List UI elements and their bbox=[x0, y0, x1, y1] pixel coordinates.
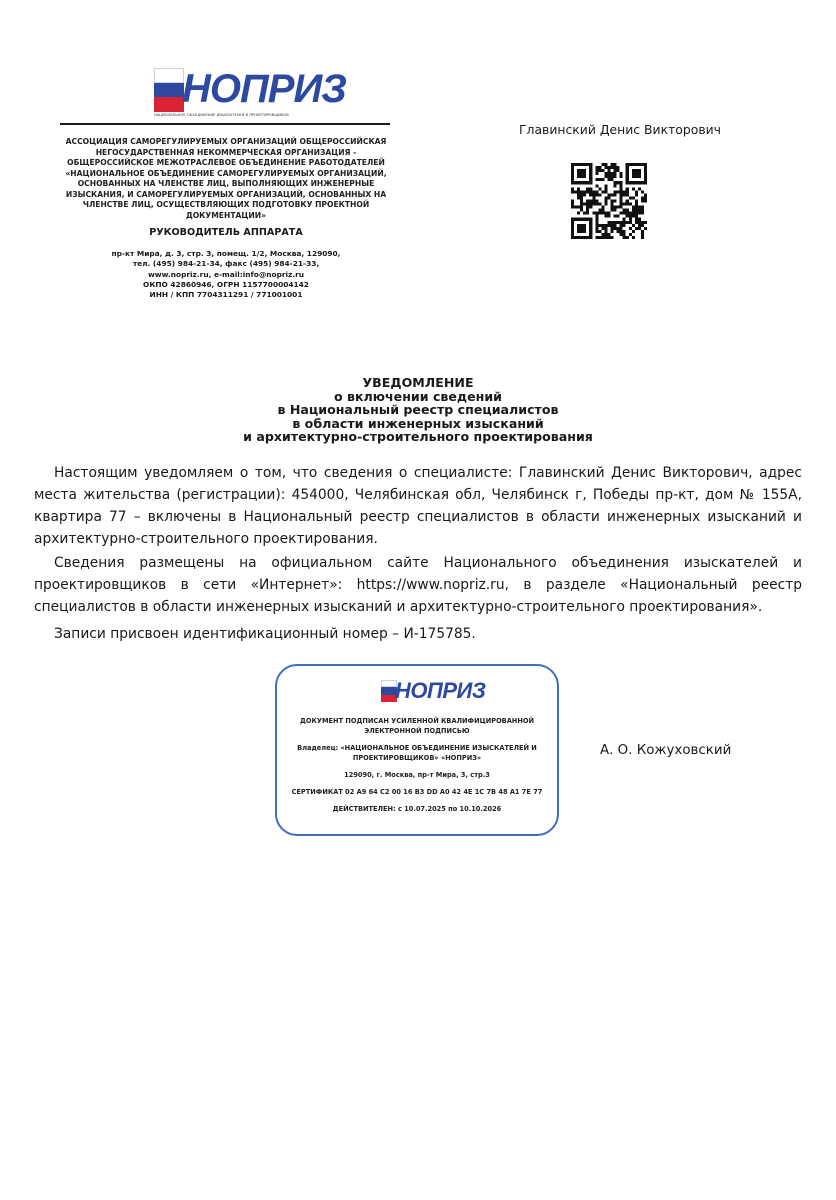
title-line: УВЕДОМЛЕНИЕ bbox=[362, 375, 474, 390]
qr-code-icon bbox=[571, 163, 647, 239]
head-role: РУКОВОДИТЕЛЬ АППАРАТА bbox=[149, 227, 303, 238]
certificate-number: СЕРТИФИКАТ 02 A9 64 C2 00 16 B3 DD A0 42 4E 1C 7B 48 A1 7E 77 bbox=[291, 788, 543, 796]
letterhead-divider bbox=[60, 123, 390, 125]
title-line: о включении сведений bbox=[334, 388, 502, 404]
electronic-signature-stamp bbox=[275, 664, 559, 836]
logo-text: НОПРИЗ bbox=[182, 67, 346, 111]
logo-subtitle: НАЦИОНАЛЬНОЕ ОБЪЕДИНЕНИЕ ИЗЫСКАТЕЛЕЙ И ПРОЕКТИРОВЩИКОВ bbox=[154, 113, 289, 117]
body-paragraph-1: Настоящим уведомляем о том, что сведения о специалисте: Главинский Денис Викторович, адрес места жительства (регистрации): 454000, Челябинская обл, Челябинск г, Победы пр-кт, дом № 155А, квартира 77 – включены в Национальный реестр специалистов в области инженерных изысканий и архитектурно-строительного проектирования. bbox=[34, 465, 802, 547]
certificate-validity: ДЕЙСТВИТЕЛЕН: с 10.07.2025 по 10.10.2026 bbox=[332, 805, 502, 813]
signer-name: А. О. Кожуховский bbox=[600, 743, 732, 758]
title-line: и архитектурно-строительного проектирования bbox=[243, 429, 593, 445]
stamp-logo: НОПРИЗ bbox=[381, 678, 461, 706]
body-paragraph-2: Сведения размещены на официальном сайте Национального объединения изыскателей и проектировщиков в сети «Интернет»: https://www.nopriz.ru, в разделе «Национальный реестр специалистов в области инженерных изысканий и архитектурно-строительного проектирования». bbox=[34, 555, 802, 615]
recipient-name: Главинский Денис Викторович bbox=[518, 122, 722, 137]
stamp-details: ДОКУМЕНТ ПОДПИСАН УСИЛЕННОЙ КВАЛИФИЦИРОВАННОЙ ЭЛЕКТРОННОЙ ПОДПИСЬЮ Владелец: «НАЦИОНАЛЬНОЕ ОБЪЕДИНЕНИЕ ИЗЫСКАТЕЛЕЙ И ПРОЕКТИРОВЩИКОВ» «НОПРИЗ» 129090, г. Москва, пр-т Мира, 3, стр.3 СЕРТИФИКАТ 02 A9 64 C2 00 16 B3 DD A0 42 4E 1C 7B 48 A1 7E 77 ДЕЙСТВИТЕЛЕН: с 10.07.2025 по 10.10.2026 bbox=[287, 716, 547, 814]
nopriz-logo bbox=[154, 66, 346, 118]
association-name: АССОЦИАЦИЯ САМОРЕГУЛИРУЕМЫХ ОРГАНИЗАЦИЙ ОБЩЕРОССИЙСКАЯ НЕГОСУДАРСТВЕННАЯ НЕКОММЕРЧЕСКАЯ ОРГАНИЗАЦИЯ - ОБЩЕРОССИЙСКОЕ МЕЖОТРАСЛЕВОЕ ОБЪЕДИНЕНИЕ РАБОТОДАТЕЛЕЙ «НАЦИОНАЛЬНОЕ ОБЪЕДИНЕНИЕ САМОРЕГУЛИРУЕМЫХ ОРГАНИЗАЦИЙ, ОСНОВАННЫХ НА ЧЛЕНСТВЕ ЛИЦ, ВЫПОЛНЯЮЩИХ ИНЖЕНЕРНЫЕ ИЗЫСКАНИЯ, И САМОРЕГУЛИРУЕМЫХ ОРГАНИЗАЦИЙ, ОСНОВАННЫХ НА ЧЛЕНСТВЕ ЛИЦ, ОСУЩЕСТВЛЯЮЩИХ ПОДГОТОВКУ ПРОЕКТНОЙ ДОКУМЕНТАЦИИ» bbox=[65, 137, 387, 220]
title-line: в области инженерных изысканий bbox=[292, 415, 544, 431]
russian-flag-icon bbox=[154, 68, 184, 112]
notice-title bbox=[120, 376, 716, 444]
body-paragraph-3: Записи присвоен идентификационный номер – И-175785. bbox=[54, 626, 476, 642]
contact-details: пр-кт Мира, д. 3, стр. 3, помещ. 1/2, Москва, 129090, тел. (495) 984-21-34, факс (495) 984-21-33, www.nopriz.ru, e-mail:info@nopriz.ru ОКПО 42860946, ОГРН 1157700004142 ИНН / КПП 7704311291 / 771001001 bbox=[111, 249, 341, 300]
title-line: в Национальный реестр специалистов bbox=[277, 402, 559, 418]
